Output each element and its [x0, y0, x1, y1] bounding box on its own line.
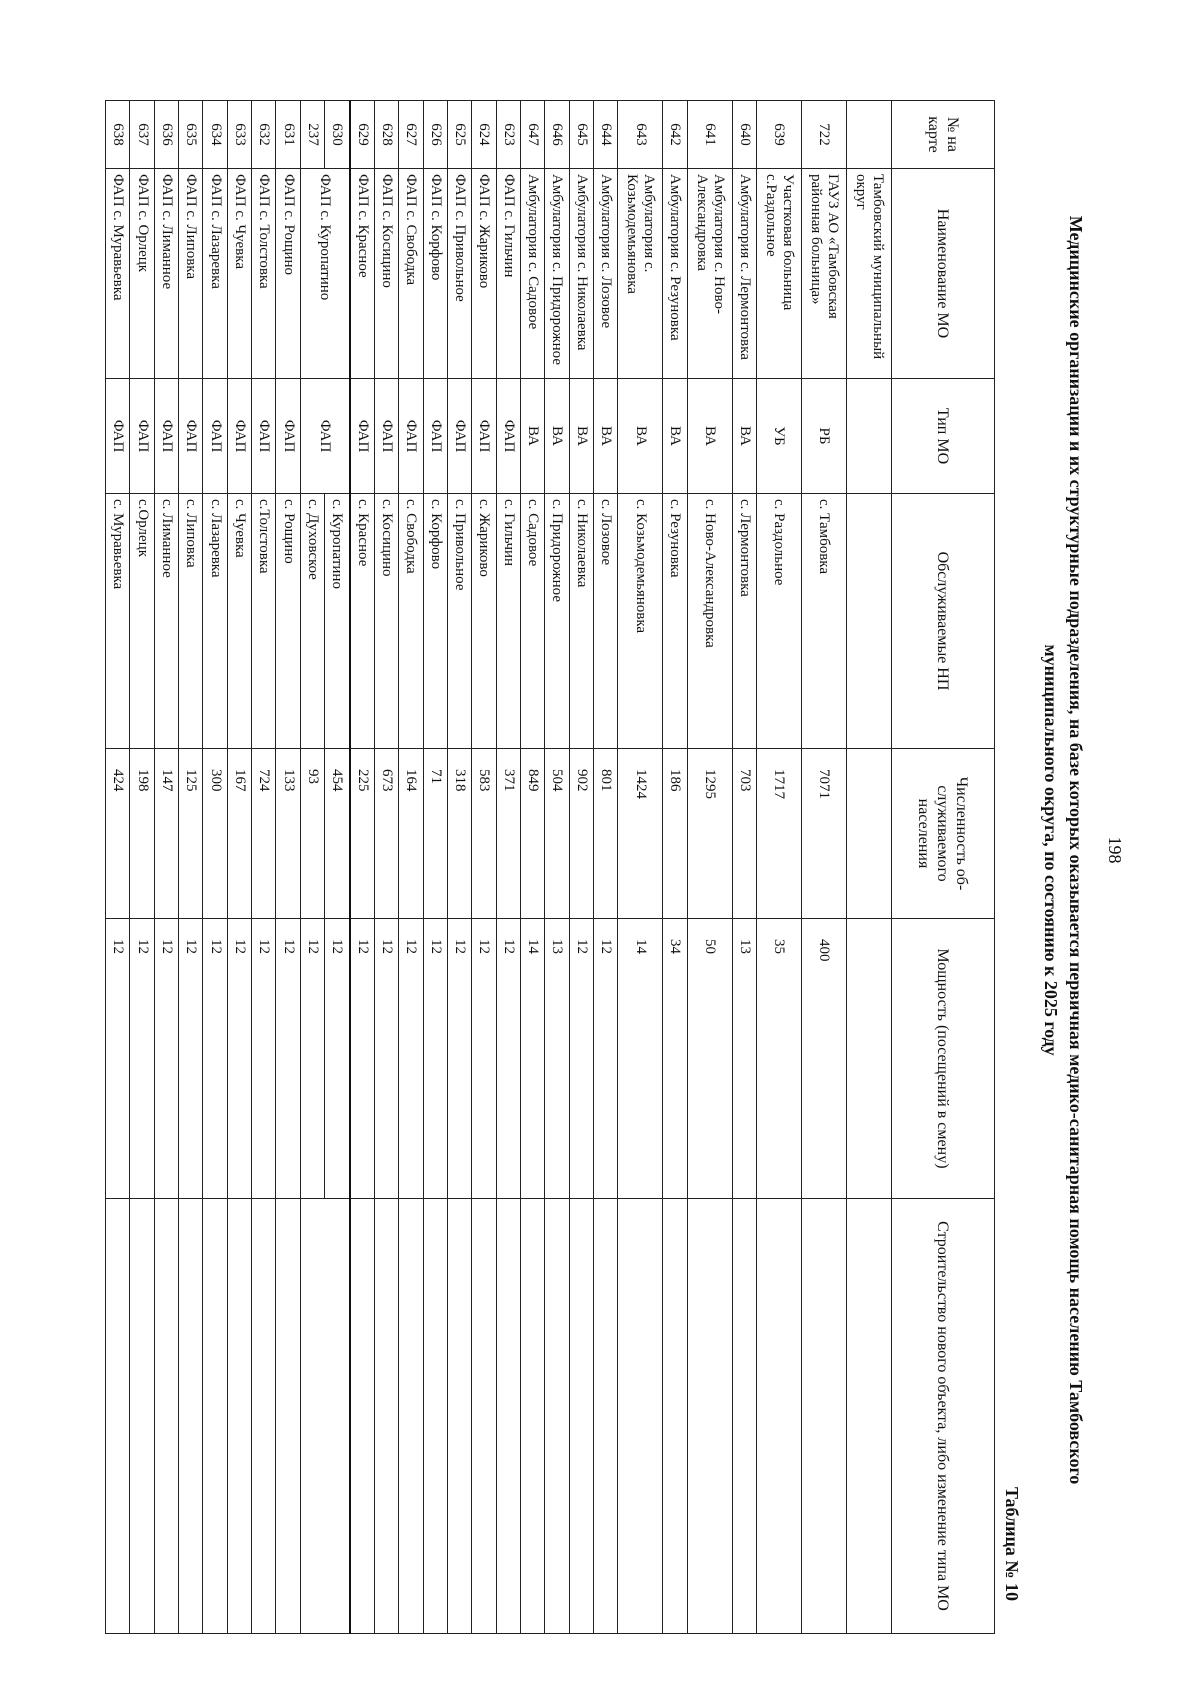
cell-map-number: 628: [374, 101, 398, 169]
cell-map-number: 625: [447, 101, 471, 169]
table-row: [687, 101, 732, 1634]
cell-map-number: 637: [130, 101, 154, 169]
cell-construction: [520, 1199, 544, 1634]
table-label: Таблица № 10: [1002, 1486, 1022, 1601]
cell-capacity: 12: [252, 919, 276, 1199]
cell-org-type: ВА: [593, 379, 617, 494]
cell-org-type: ФАП: [252, 379, 276, 494]
cell-org-name: Амбулатория с. Николаевка: [569, 169, 593, 379]
document-title: [1038, 150, 1088, 1550]
cell-map-number: 644: [593, 101, 617, 169]
cell-population: 133: [276, 749, 300, 919]
table-row: [276, 101, 300, 1634]
cell-org-type: ВА: [663, 379, 687, 494]
cell-construction: [496, 1199, 520, 1634]
cell-org-type: ФАП: [203, 379, 227, 494]
cell-capacity: 13: [545, 919, 569, 1199]
cell-served-settlement: с. Резуновка: [663, 494, 687, 749]
table-row: [154, 101, 178, 1634]
cell-population: 164: [399, 749, 423, 919]
cell-construction: [203, 1199, 227, 1634]
cell-construction: [252, 1199, 276, 1634]
cell-population: 71: [423, 749, 447, 919]
cell-map-number: 647: [520, 101, 544, 169]
cell-map-number: 632: [252, 101, 276, 169]
cell-served-settlement: с. Садовое: [520, 494, 544, 749]
cell-served-settlement: с. Муравьевка: [106, 494, 130, 749]
cell-construction: [276, 1199, 300, 1634]
cell-capacity: 12: [593, 919, 617, 1199]
table-row: [374, 101, 398, 1634]
cell-construction: [545, 1199, 569, 1634]
cell-map-number: 641: [687, 101, 732, 169]
cell-capacity: 35: [756, 919, 801, 1199]
cell-capacity: 34: [663, 919, 687, 1199]
cell-org-name: Амбулатория с. Ново-Александровка: [687, 169, 732, 379]
cell-capacity: 12: [325, 919, 350, 1199]
cell-org-name: ФАП с. Лазаревка: [203, 169, 227, 379]
cell-population: 125: [179, 749, 203, 919]
cell-capacity: 12: [130, 919, 154, 1199]
cell-served-settlement: с. Куропатино: [325, 494, 350, 749]
table-header-row: [892, 101, 995, 1634]
cell-map-number: 623: [496, 101, 520, 169]
cell-construction: [687, 1199, 732, 1634]
cell-construction: [447, 1199, 471, 1634]
cell-population: 673: [374, 749, 398, 919]
cell-population: 902: [569, 749, 593, 919]
cell-capacity: 12: [350, 919, 375, 1199]
cell-served-settlement: с. Лозовое: [593, 494, 617, 749]
cell-population: 504: [545, 749, 569, 919]
cell-org-type: ФАП: [106, 379, 130, 494]
cell-org-type: ФАП: [447, 379, 471, 494]
cell-map-number: 631: [276, 101, 300, 169]
title-line-2: муниципального округа, по состоянию к 2025 году: [1041, 644, 1061, 1056]
cell-map-number: 634: [203, 101, 227, 169]
cell-construction: [732, 1199, 756, 1634]
cell-org-name: ФАП с. Толстовка: [252, 169, 276, 379]
cell-map-number: 237: [300, 101, 324, 169]
table-row: [801, 101, 846, 1634]
cell-map-number: 624: [472, 101, 496, 169]
cell-population: 147: [154, 749, 178, 919]
cell-capacity: 12: [374, 919, 398, 1199]
cell-org-type: ФАП: [472, 379, 496, 494]
cell-org-type: ФАП: [130, 379, 154, 494]
col-header-map-number: № на карте: [892, 101, 995, 169]
cell-served-settlement: с. Придорожное: [545, 494, 569, 749]
cell-served-settlement: с. Раздольное: [756, 494, 801, 749]
cell-population: 724: [252, 749, 276, 919]
cell-served-settlement: с. Жариково: [472, 494, 496, 749]
table-row: [732, 101, 756, 1634]
cell-map-number: 626: [423, 101, 447, 169]
cell-population: 198: [130, 749, 154, 919]
cell-map-number: 639: [756, 101, 801, 169]
cell-population: 583: [472, 749, 496, 919]
cell-construction: [374, 1199, 398, 1634]
cell-construction: [593, 1199, 617, 1634]
table-row: [203, 101, 227, 1634]
table-row: [569, 101, 593, 1634]
cell-population: 300: [203, 749, 227, 919]
cell-population: 1295: [687, 749, 732, 919]
cell-org-name: Амбулатория с. Лермонтовка: [732, 169, 756, 379]
cell-construction: [618, 1199, 663, 1634]
cell-capacity: 12: [447, 919, 471, 1199]
cell-served-settlement: с. Лермонтовка: [732, 494, 756, 749]
cell-served-settlement: с.Толстовка: [252, 494, 276, 749]
table-row: [350, 101, 375, 1634]
cell-map-number: 645: [569, 101, 593, 169]
cell-org-type: ФАП: [227, 379, 251, 494]
cell-population: 371: [496, 749, 520, 919]
cell-construction: [130, 1199, 154, 1634]
cell-org-name: ФАП с. Липовка: [179, 169, 203, 379]
section-row: [846, 101, 891, 1634]
cell-org-name: ГАУЗ АО «Тамбовская районная больница»: [801, 169, 846, 379]
cell-org-name: ФАП с. Жариково: [472, 169, 496, 379]
cell-map-number: 629: [350, 101, 375, 169]
cell-served-settlement: с. Липовка: [179, 494, 203, 749]
cell-construction: [756, 1199, 801, 1634]
cell-construction: [154, 1199, 178, 1634]
cell-org-type: УБ: [756, 379, 801, 494]
cell-served-settlement: с. Козьмодемьяновка: [618, 494, 663, 749]
cell-capacity: 12: [569, 919, 593, 1199]
table-row: [545, 101, 569, 1634]
cell-served-settlement: с. Лазаревка: [203, 494, 227, 749]
cell-map-number: 638: [106, 101, 130, 169]
cell-served-settlement: с. Рощино: [276, 494, 300, 749]
cell-org-name: ФАП с. Орлецк: [130, 169, 154, 379]
cell-population: 1717: [756, 749, 801, 919]
cell-map-number: 646: [545, 101, 569, 169]
cell-served-settlement: с. Гильчин: [496, 494, 520, 749]
cell-served-settlement: с. Свободка: [399, 494, 423, 749]
table-row: [593, 101, 617, 1634]
cell-served-settlement: с. Тамбовка: [801, 494, 846, 749]
col-header-construction: Строительство нового объекта, либо изменение типа МО: [892, 1199, 995, 1634]
cell-org-type: ФАП: [300, 379, 349, 494]
cell-served-settlement: с.Орлецк: [130, 494, 154, 749]
cell-map-number: 642: [663, 101, 687, 169]
cell-capacity: 14: [520, 919, 544, 1199]
cell-map-number: 640: [732, 101, 756, 169]
table-row: [447, 101, 471, 1634]
col-header-org-type: Тип МО: [892, 379, 995, 494]
cell-org-name: ФАП с. Чуевка: [227, 169, 251, 379]
cell-served-settlement: с. Николаевка: [569, 494, 593, 749]
cell-org-name: Участковая больница с.Раздольное: [756, 169, 801, 379]
table-row: [618, 101, 663, 1634]
cell-map-number: 722: [801, 101, 846, 169]
cell-capacity: 12: [179, 919, 203, 1199]
cell-org-name: ФАП с. Муравьевка: [106, 169, 130, 379]
table-row: [399, 101, 423, 1634]
cell-org-type: ФАП: [154, 379, 178, 494]
cell-map-number: 633: [227, 101, 251, 169]
cell-org-type: ВА: [732, 379, 756, 494]
cell-org-type: РБ: [801, 379, 846, 494]
title-line-1: Медицинские организации и их структурные подразделения, на базе которых оказывается первичная медико-санитарная помощь населению Тамбовского: [1066, 215, 1086, 1485]
cell-served-settlement: с. Лиманное: [154, 494, 178, 749]
cell-capacity: 400: [801, 919, 846, 1199]
cell-org-name: ФАП с. Корфово: [423, 169, 447, 379]
page-number: 198: [1105, 836, 1125, 864]
cell-capacity: 12: [423, 919, 447, 1199]
cell-served-settlement: с. Ново-Александровка: [687, 494, 732, 749]
cell-org-type: ВА: [545, 379, 569, 494]
cell-construction: [472, 1199, 496, 1634]
cell-population: 454: [325, 749, 350, 919]
cell-capacity: 12: [472, 919, 496, 1199]
cell-capacity: 12: [154, 919, 178, 1199]
cell-capacity: 13: [732, 919, 756, 1199]
cell-org-type: ВА: [687, 379, 732, 494]
cell-capacity: 12: [276, 919, 300, 1199]
cell-construction: [399, 1199, 423, 1634]
cell-construction: [663, 1199, 687, 1634]
table-row: [756, 101, 801, 1634]
table-row: [496, 101, 520, 1634]
cell-map-number: 643: [618, 101, 663, 169]
cell-org-type: ВА: [569, 379, 593, 494]
cell-capacity: 12: [496, 919, 520, 1199]
cell-org-type: ФАП: [496, 379, 520, 494]
cell-population: 7071: [801, 749, 846, 919]
table-row: [472, 101, 496, 1634]
cell-org-name: ФАП с. Гильчин: [496, 169, 520, 379]
cell-served-settlement: с. Привольное: [447, 494, 471, 749]
cell-capacity: 12: [399, 919, 423, 1199]
col-header-org-name: Наименование МО: [892, 169, 995, 379]
col-header-served-settlements: Обслуживаемые НП: [892, 494, 995, 749]
cell-map-number: 630: [325, 101, 350, 169]
table-row: [227, 101, 251, 1634]
cell-org-type: ФАП: [179, 379, 203, 494]
section-title: Тамбовский муниципальный округ: [846, 169, 891, 379]
table-row: [663, 101, 687, 1634]
cell-org-type: ФАП: [276, 379, 300, 494]
table-row: [252, 101, 276, 1634]
cell-org-name: Амбулатория с. Резуновка: [663, 169, 687, 379]
cell-population: 801: [593, 749, 617, 919]
cell-served-settlement: с. Чуевка: [227, 494, 251, 749]
cell-construction: [350, 1199, 375, 1634]
cell-capacity: 12: [203, 919, 227, 1199]
cell-construction: [227, 1199, 251, 1634]
cell-org-name: ФАП с. Рощино: [276, 169, 300, 379]
table-row: [423, 101, 447, 1634]
table-row: [130, 101, 154, 1634]
cell-org-name: Амбулатория с. Придорожное: [545, 169, 569, 379]
cell-construction: [801, 1199, 846, 1634]
cell-org-type: ФАП: [399, 379, 423, 494]
facilities-table: [105, 100, 995, 1634]
cell-org-type: ФАП: [350, 379, 375, 494]
table-row: [179, 101, 203, 1634]
cell-served-settlement: с. Корфово: [423, 494, 447, 749]
table-row: [106, 101, 130, 1634]
cell-org-type: ФАП: [423, 379, 447, 494]
cell-map-number: 627: [399, 101, 423, 169]
table-row: [520, 101, 544, 1634]
cell-served-settlement: с. Красное: [350, 494, 375, 749]
cell-population: 703: [732, 749, 756, 919]
cell-org-name: ФАП с. Красное: [350, 169, 375, 379]
cell-org-name: ФАП с. Свободка: [399, 169, 423, 379]
col-header-capacity: Мощность (посещений в смену): [892, 919, 995, 1199]
cell-capacity: 14: [618, 919, 663, 1199]
cell-org-name: ФАП с. Лиманное: [154, 169, 178, 379]
cell-construction: [300, 1199, 349, 1634]
cell-population: 424: [106, 749, 130, 919]
cell-population: 849: [520, 749, 544, 919]
cell-org-name: Амбулатория с. Козьмодемьяновка: [618, 169, 663, 379]
cell-served-settlement: с. Косицино: [374, 494, 398, 749]
cell-org-name: ФАП с. Косицино: [374, 169, 398, 379]
cell-org-name: ФАП с. Привольное: [447, 169, 471, 379]
cell-org-name: Амбулатория с. Лозовое: [593, 169, 617, 379]
cell-org-type: ВА: [618, 379, 663, 494]
cell-capacity: 12: [106, 919, 130, 1199]
cell-map-number: 635: [179, 101, 203, 169]
table-row: [325, 101, 350, 1634]
cell-population: 318: [447, 749, 471, 919]
cell-construction: [423, 1199, 447, 1634]
cell-population: 167: [227, 749, 251, 919]
cell-org-type: ВА: [520, 379, 544, 494]
cell-population: 93: [300, 749, 324, 919]
cell-population: 1424: [618, 749, 663, 919]
cell-capacity: 12: [227, 919, 251, 1199]
cell-population: 186: [663, 749, 687, 919]
col-header-population: Численность об-служиваемого населения: [892, 749, 995, 919]
cell-org-type: ФАП: [374, 379, 398, 494]
cell-map-number: 636: [154, 101, 178, 169]
cell-org-name: Амбулатория с. Садовое: [520, 169, 544, 379]
cell-population: 225: [350, 749, 375, 919]
cell-served-settlement: с. Духовское: [300, 494, 324, 749]
cell-capacity: 50: [687, 919, 732, 1199]
cell-construction: [569, 1199, 593, 1634]
cell-construction: [106, 1199, 130, 1634]
cell-capacity: 12: [300, 919, 324, 1199]
cell-org-name: ФАП с. Куропатино: [300, 169, 349, 379]
cell-construction: [179, 1199, 203, 1634]
